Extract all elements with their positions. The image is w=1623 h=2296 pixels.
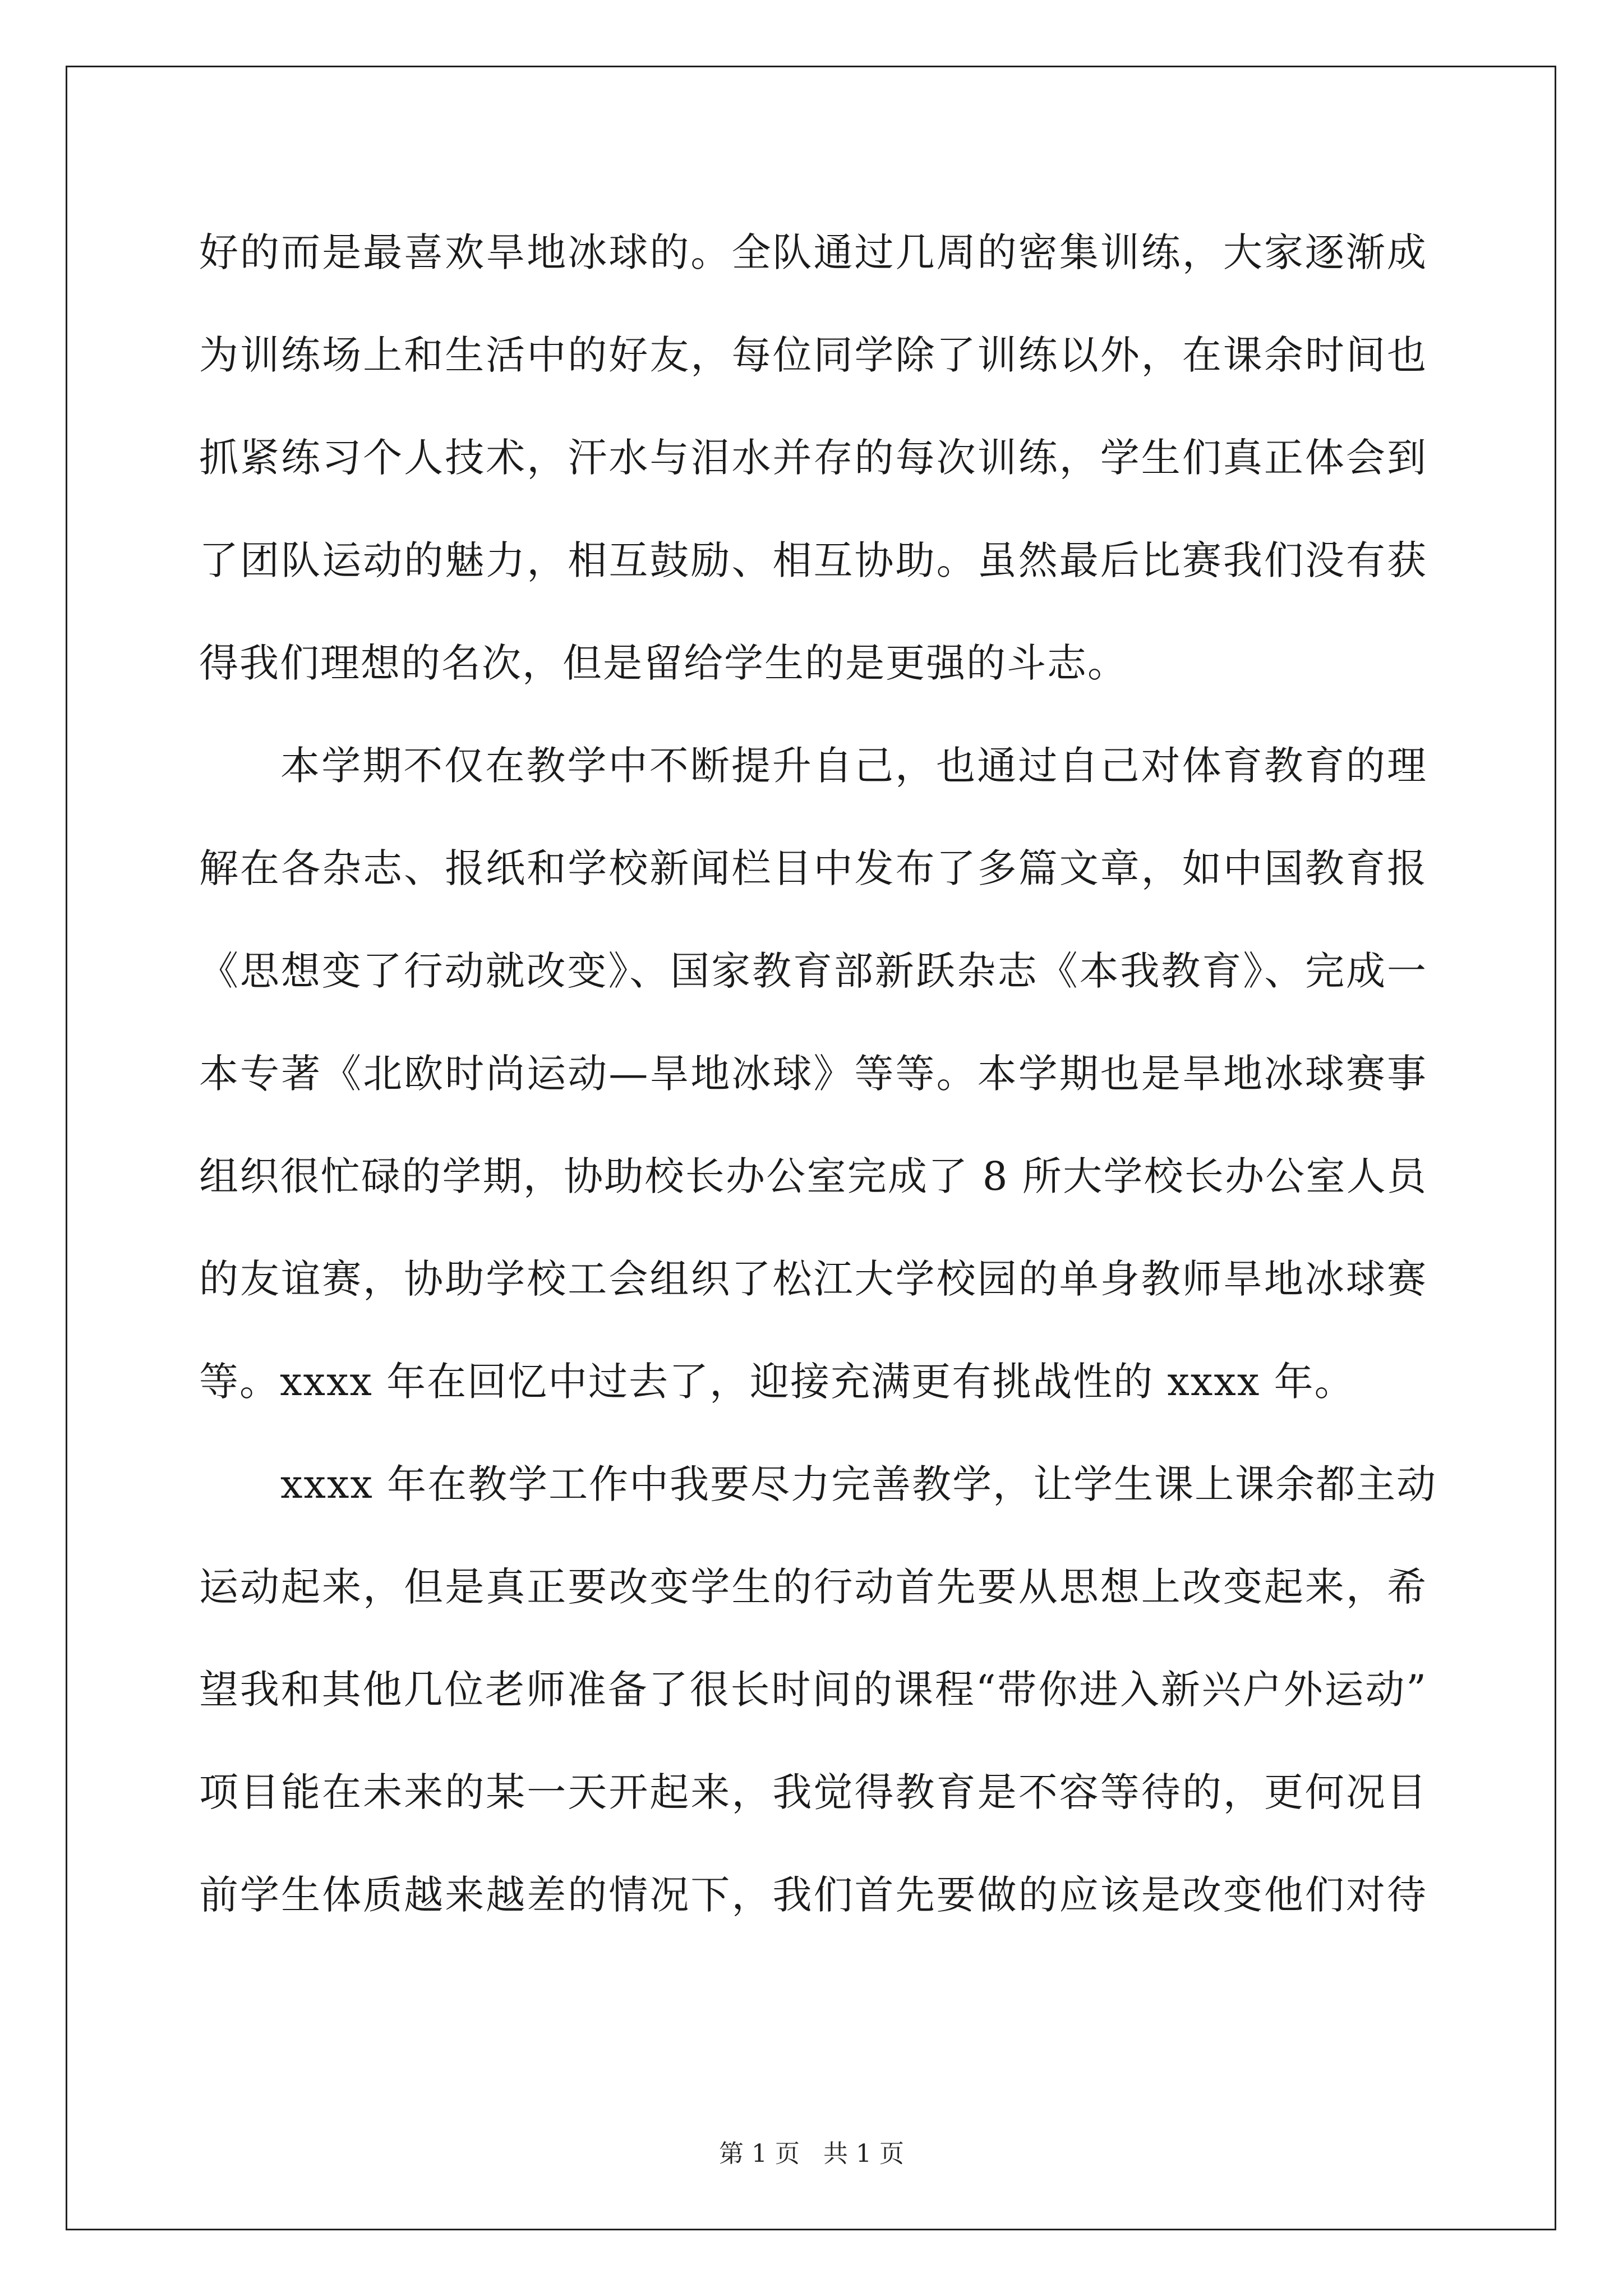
text-line-15: 望我和其他几位老师准备了很长时间的课程“带你进入新兴户外运动” <box>199 1667 1427 1713</box>
text-line-14: 运动起来，但是真正要改变学生的行动首先要从思想上改变起来，希 <box>199 1564 1427 1610</box>
page-total: 共 1 页 <box>823 2139 904 2168</box>
page-footer <box>0 2137 1623 2171</box>
text-line-8: 《思想变了行动就改变》、国家教育部新跃杂志《本我教育》、完成一 <box>199 948 1427 994</box>
text-line-11: 的友谊赛，协助学校工会组织了松江大学校园的单身教师旱地冰球赛 <box>199 1256 1427 1302</box>
text-line-2: 为训练场上和生活中的好友，每位同学除了训练以外，在课余时间也 <box>199 332 1427 378</box>
text-line-7: 解在各杂志、报纸和学校新闻栏目中发布了多篇文章，如中国教育报 <box>199 845 1427 891</box>
text-line-13: xxxx 年在教学工作中我要尽力完善教学，让学生课上课余都主动 <box>280 1461 1437 1507</box>
text-line-6: 本学期不仅在教学中不断提升自己，也通过自己对体育教育的理 <box>280 743 1427 789</box>
text-line-5: 得我们理想的名次，但是留给学生的是更强的斗志。 <box>199 640 1128 686</box>
text-line-9: 本专著《北欧时尚运动—旱地冰球》等等。本学期也是旱地冰球赛事 <box>199 1051 1427 1097</box>
text-line-17: 前学生体质越来越差的情况下，我们首先要做的应该是改变他们对待 <box>199 1872 1427 1918</box>
text-line-12: 等。xxxx 年在回忆中过去了，迎接充满更有挑战性的 xxxx 年。 <box>199 1359 1355 1405</box>
text-line-1: 好的而是最喜欢旱地冰球的。全队通过几周的密集训练，大家逐渐成 <box>199 229 1427 275</box>
text-line-4: 了团队运动的魅力，相互鼓励、相互协助。虽然最后比赛我们没有获 <box>199 537 1427 583</box>
text-line-10: 组织很忙碌的学期，协助校长办公室完成了 8 所大学校长办公室人员 <box>199 1153 1427 1199</box>
text-line-16: 项目能在未来的某一天开起来，我觉得教育是不容等待的，更何况目 <box>199 1769 1427 1815</box>
text-line-3: 抓紧练习个人技术，汗水与泪水并存的每次训练，学生们真正体会到 <box>199 435 1427 481</box>
document-body <box>199 219 1437 1964</box>
page-number: 第 1 页 <box>719 2139 800 2168</box>
